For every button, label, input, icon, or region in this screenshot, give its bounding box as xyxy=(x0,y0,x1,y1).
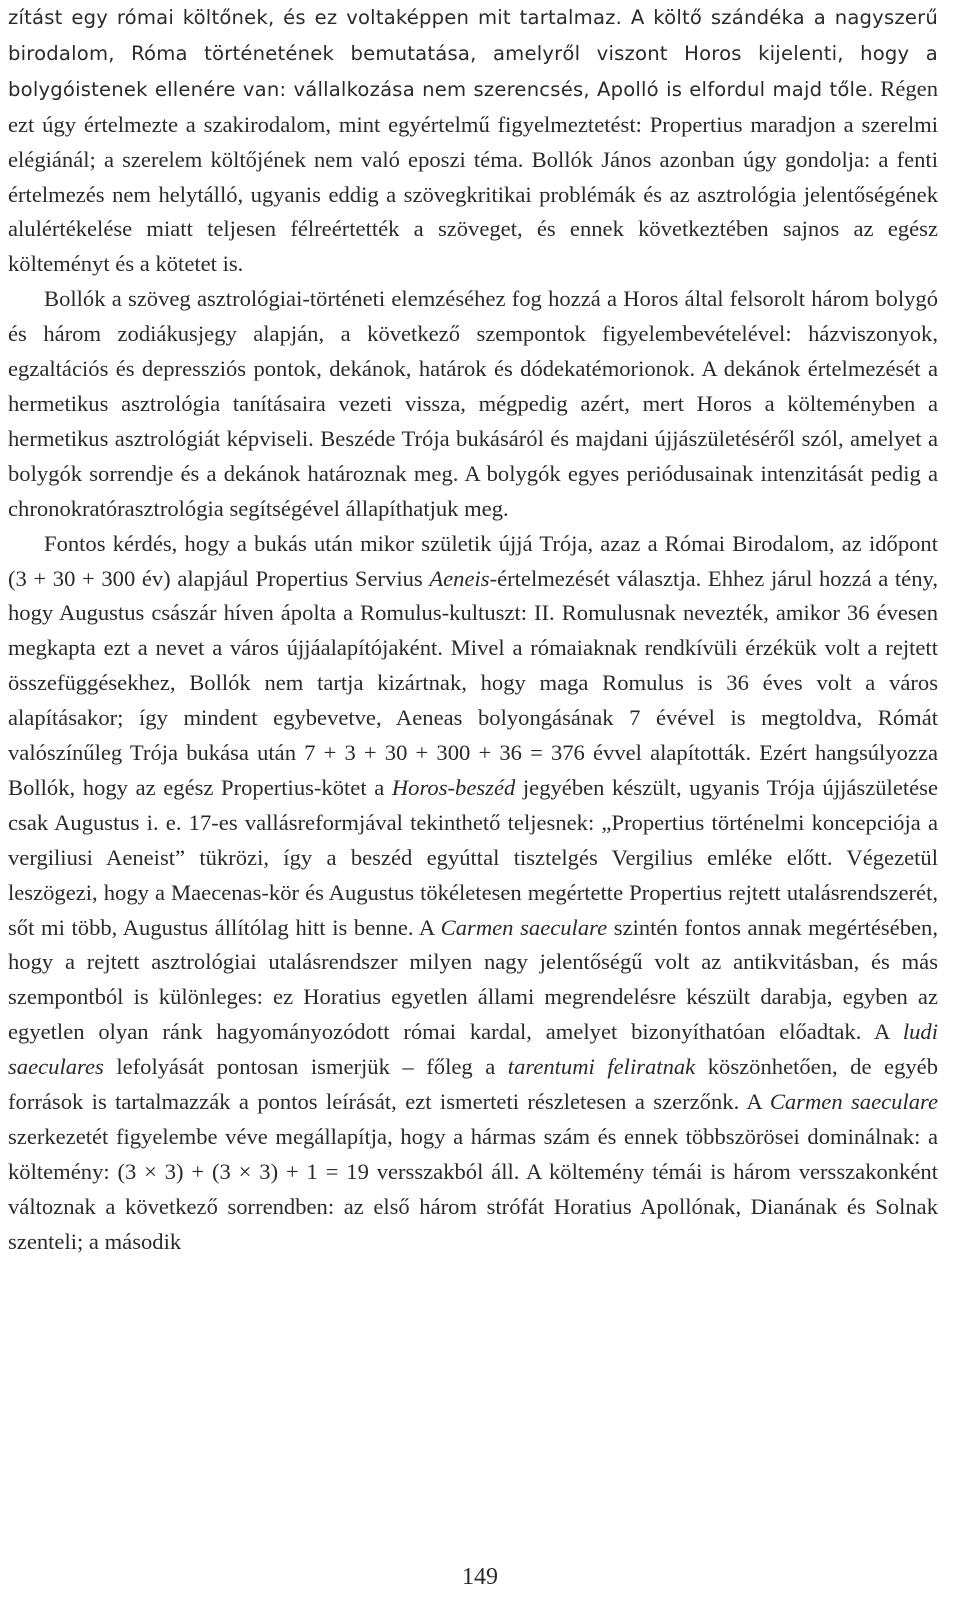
paragraph-3-text-e: lefolyását pontosan ismerjük – főleg a xyxy=(103,1054,508,1080)
paragraph-1-sentence-1: zítást egy római költőnek, és ez voltaképpen mit tartalmaz. A költő szándéka a nagyszerű birodalom, Róma történetének bemutatása, amelyről viszont Horos kijelenti, hogy a bolygóistenek ellenére van: vállalkozása nem szerencsés, Apolló is elfordul majd tőle. xyxy=(8,6,938,101)
paragraph-3-text-b: -értelmezését választja. Ehhez járul hozzá a tény, hogy Augustus császár híven ápolta a Romulus-kultuszt: II. Romulusnak nevezték, amikor 36 évesen megkapta ezt a nevet a város újjáalapítójaként. Mivel a rómaiaknak rendkívüli érzékük volt a rejtett összefüggésekhez, Bollók nem tartja kizártnak, hogy maga Romulus is 36 éves volt a város alapításakor; így mindent egybevetve, Aeneas bolyongásának 7 évével is megtoldva, Rómát valószínűleg Trója bukása után 7 + 3 + 30 + 300 + 36 = 376 évvel alapították. Ezért hangsúlyozza Bollók, hogy az egész Propertius-kötet a xyxy=(8,565,938,800)
page-number: 149 xyxy=(462,1564,498,1590)
paragraph-3-text-f: köszönhetően, de egyéb források is tartalmazzák a pontos leírását, ezt ismerteti részletesen a szerzőnk. A xyxy=(8,1054,938,1115)
paragraph-3-text-d: szintén fontos annak megértésében, hogy a rejtett asztrológiai utalásrendszer milyen nagy jelentőségű volt az antikvitásban, és más szempontból is különleges: ez Horatius egyetlen állami megrendelésre készült darabja, egyben az egyetlen olyan ránk hagyományozódott római kardal, amelyet bizonyíthatóan előadtak. A xyxy=(8,914,938,1045)
paragraph-1 xyxy=(8,0,938,282)
paragraph-3-text-a: Fontos kérdés, hogy a bukás után mikor születik újjá Trója, azaz a Római Birodalom, az időpont (3 + 30 + 300 év) alapjául Propertius Servius xyxy=(8,530,938,591)
italic-carmen-saeculare-2: Carmen saeculare xyxy=(769,1089,938,1115)
paragraph-3 xyxy=(8,527,938,1260)
italic-tarentumi-feliratnak: tarentumi feliratnak xyxy=(507,1054,696,1080)
italic-ludi-saeculares: ludi saeculares xyxy=(8,1019,938,1080)
paragraph-2: Bollók a szöveg asztrológiai-történeti elemzéséhez fog hozzá a Horos által felsorolt három bolygó és három zodiákusjegy alapján, a következő szempontok figyelembevételével: házviszonyok, egzaltációs és depressziós pontok, dekánok, határok és dódekatémorionok. A dekánok értelmezését a hermetikus asztrológia tanításaira vezeti vissza, mégpedig azért, mert Horos a költeményben a hermetikus asztrológiát képviseli. Beszéde Trója bukásáról és majdani újjászületéséről szól, amelyet a bolygók sorrendje és a dekánok határoznak meg. A bolygók egyes periódusainak intenzitását pedig a chronokratórasztrológia segítségével állapíthatjuk meg. xyxy=(8,286,938,521)
italic-aeneis: Aeneis xyxy=(429,565,490,591)
document-page xyxy=(8,0,938,1260)
paragraph-1-sentence-3: Bollók János azonban úgy gondolja: a fenti értelmezés nem helytálló, ugyanis eddig a szövegkritikai problémák és az asztrológia jelentőségének alulértékelése miatt teljesen félreértették a szöveget, és ennek következtében sajnos az egész költeményt és a kötetet is. xyxy=(8,146,938,277)
paragraph-3-text-c: jegyében készült, ugyanis Trója újjászületése csak Augustus i. e. 17-es vallásreformjával tekinthető teljesnek: „Propertius történelmi koncepciója a vergiliusi Aeneist” tükrözi, így a beszéd egyúttal tisztelgés Vergilius emléke előtt. Végezetül leszögezi, hogy a Maecenas-kör és Augustus tökéletesen megértette Propertius rejtett utalásrendszerét, sőt mi több, Augustus állítólag hitt is benne. A xyxy=(8,774,938,940)
paragraph-3-text-g: szerkezetét figyelembe véve megállapítja, hogy a hármas szám és ennek többszörösei dominálnak: a költemény: (3 × 3) + (3 × 3) + 1 = 19 versszakból áll. A költemény témái is három versszakonként változnak a következő sorrendben: az első három strófát Horatius Apollónak, Dianának és Solnak szenteli; a második xyxy=(8,1124,938,1254)
paragraph-1-sentence-2: Régen ezt úgy értelmezte a szakirodalom, mint egyértelmű figyelmeztetést: Propertius maradjon a szerelmi elégiánál; a szerelem költőjének nem való eposzi téma. xyxy=(8,75,938,172)
italic-carmen-saeculare-1: Carmen saeculare xyxy=(440,914,608,940)
italic-horos-beszed: Horos-beszéd xyxy=(391,774,516,800)
